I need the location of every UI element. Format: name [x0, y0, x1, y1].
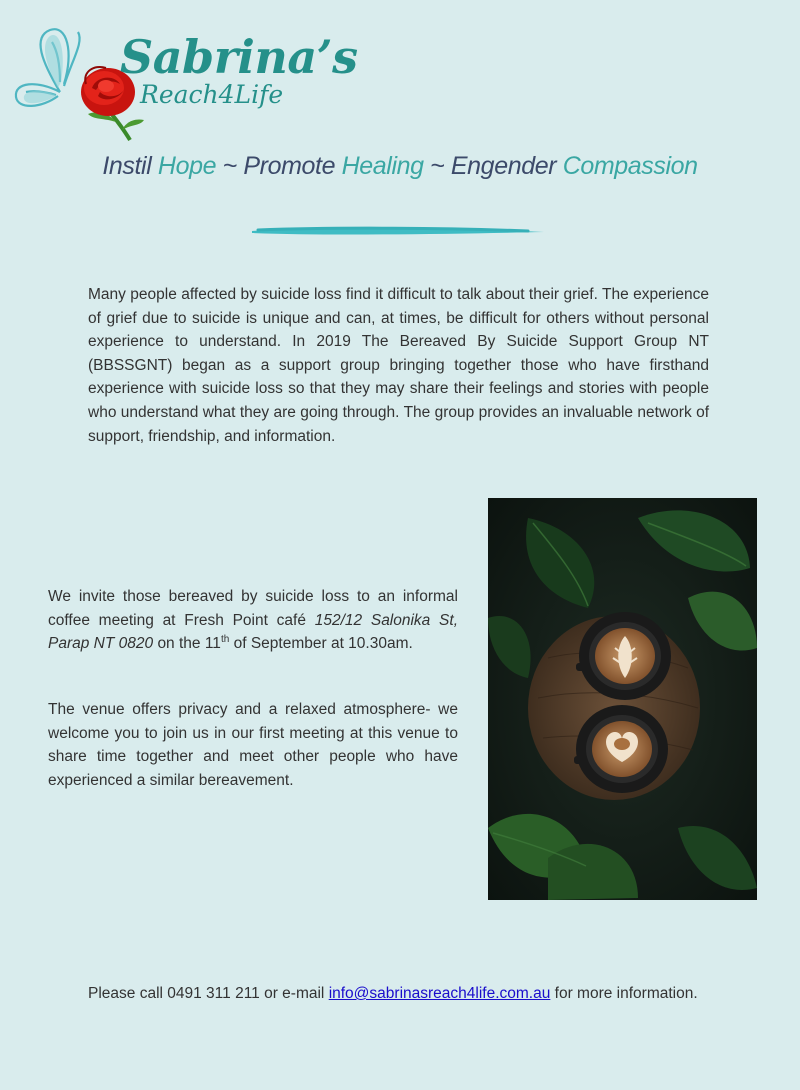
venue-address: 152/12 Salonika St, Parap NT 0820	[48, 611, 458, 653]
contact-text: Please call 0491 311 211 or e-mail	[88, 985, 325, 1002]
tagline	[0, 150, 800, 182]
tagline-separator: ~	[430, 152, 445, 180]
invite-text: We invite those bereaved by suicide loss to an informal coffee meeting at Fresh Point café	[48, 588, 458, 629]
brush-divider	[248, 224, 548, 238]
invite-paragraph	[48, 585, 458, 656]
invite-text: of September at 10.30am.	[233, 635, 413, 653]
contact-text: for more information.	[554, 985, 698, 1002]
tagline-word: Instil	[102, 152, 152, 180]
email-link[interactable]: info@sabrinasreach4life.com.au	[328, 985, 551, 1002]
coffee-cups-photo	[488, 498, 757, 900]
contact-paragraph	[88, 982, 709, 1006]
ordinal-suffix: th	[220, 634, 230, 646]
tagline-word: Hope	[157, 152, 217, 180]
tagline-word: Healing	[341, 152, 424, 180]
invite-text: on the 11	[157, 635, 221, 653]
tagline-word: Promote	[243, 152, 336, 180]
tagline-separator: ~	[222, 152, 237, 180]
brand-name: Sabrina’s	[120, 30, 358, 84]
brand-subtitle: Reach4Life	[140, 80, 284, 109]
brand-logo	[12, 22, 358, 147]
intro-paragraph: Many people affected by suicide loss find it difficult to talk about their grief. The experience of grief due to suicide is unique and can, at times, be difficult for others without personal experience to understand. In 2019 The Bereaved By Suicide Support Group NT (BBSSGNT) began as a support group bringing together those who have firsthand experience with suicide loss so that they may share their feelings and stories with people who understand what they are going through. The group provides an invaluable network of support, friendship, and information.	[88, 286, 709, 445]
tagline-word: Engender	[450, 152, 557, 180]
venue-paragraph: The venue offers privacy and a relaxed atmosphere- we welcome you to join us in our first meeting at this venue to share time together and meet other people who have experienced a similar bereavement.	[48, 701, 458, 789]
tagline-word: Compassion	[562, 152, 698, 180]
